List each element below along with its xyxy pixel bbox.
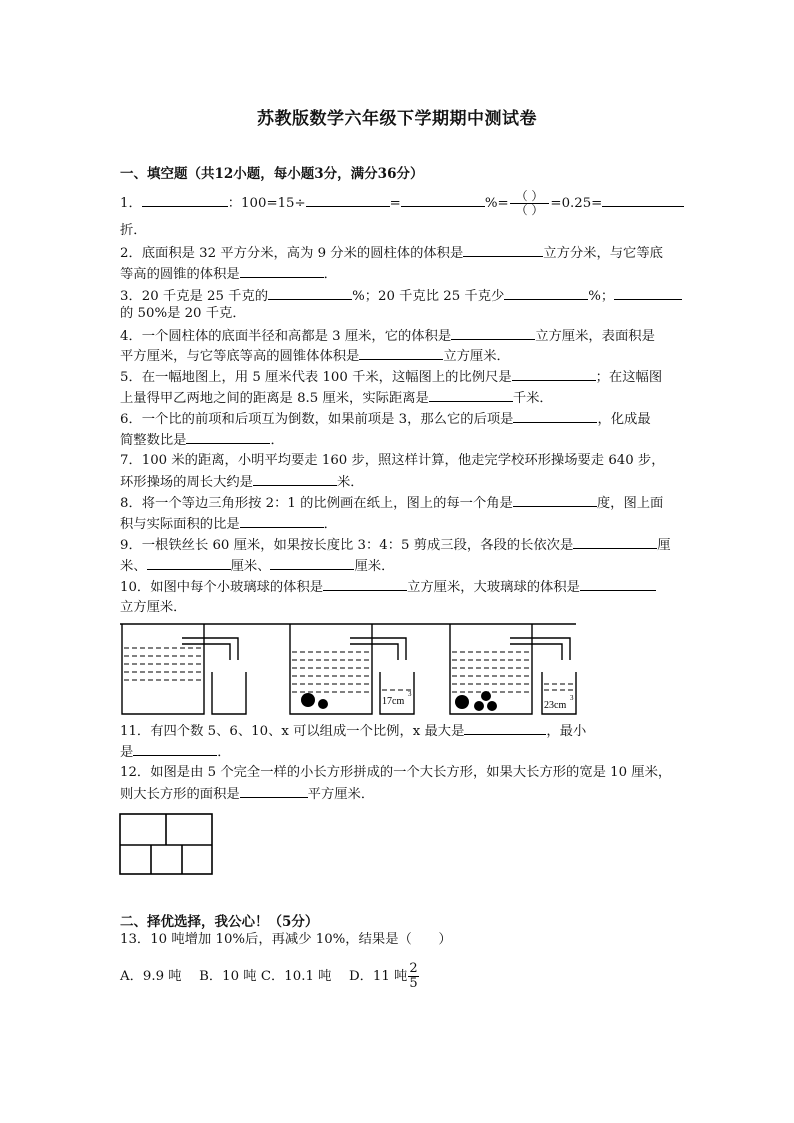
question-9: 9．一根铁丝长 60 厘米，如果按长度比 3：4：5 剪成三段，各段的长依次是 厘 [120,538,671,553]
blank[interactable] [268,287,352,300]
question-1-cont: 折． [120,223,147,238]
blank[interactable] [133,743,217,756]
question-6-cont: 简整数比是 ． [120,433,284,448]
svg-text:3: 3 [408,690,412,698]
question-4-cont: 平方厘米，与它等底等高的圆锥体体积是 立方厘米． [120,349,510,364]
question-5-cont: 上量得甲乙两地之间的距离是 8.5 厘米，实际距离是 千米． [120,391,553,406]
rectangle-figure [118,812,216,876]
question-5: 5．在一幅地图上，用 5 厘米代表 100 千米，这幅图上的比例尺是 ；在这幅图 [120,370,663,385]
blank[interactable] [147,557,231,570]
blank[interactable] [429,389,513,402]
big-ball [455,695,469,709]
question-8-cont: 积与实际面积的比是 ． [120,517,337,532]
q1-number: 1． [120,196,142,211]
question-2-cont: 等高的圆锥的体积是 ． [120,267,337,282]
big-ball [301,693,315,707]
blank[interactable] [602,194,684,207]
question-2: 2．底面积是 32 平方分米，高为 9 分米的圆柱体的体积是 立方分米，与它等底 [120,246,663,261]
blank[interactable] [240,785,308,798]
blank[interactable] [573,536,657,549]
question-13: 13．10 吨增加 10%后，再减少 10%，结果是（ ） [120,932,452,947]
page-title: 苏教版数学六年级下学期期中测试卷 [257,109,537,129]
section-1-heading: 一、填空题（共12小题，每小题3分，满分36分） [120,166,424,182]
question-10: 10．如图中每个小玻璃球的体积是 立方厘米，大玻璃球的体积是 [120,578,656,597]
question-9-cont: 米、 厘米、 厘米． [120,559,395,574]
blank[interactable] [580,578,656,591]
blank[interactable] [253,473,337,486]
beaker-figure [118,622,578,718]
blank[interactable] [401,194,485,207]
small-ball [487,701,497,711]
small-ball [481,691,491,701]
blank[interactable] [513,494,597,507]
cup-3-volume: 23cm [544,700,567,711]
question-12-cont: 则大长方形的面积是 平方厘米． [120,787,375,802]
blank[interactable] [512,368,596,381]
question-3: 3．20 千克是 25 千克的 %；20 千克比 25 千克少 %； [120,287,682,306]
fraction-two-fifths: $\frac{2}{5}$ [409,961,418,991]
blank[interactable] [504,287,588,300]
options-text[interactable]: A．9.9 吨 B．10 吨 C．10.1 吨 D．11 吨 [120,969,408,984]
question-11: 11．有四个数 5、6、10、x 可以组成一个比例，x 最大是 ，最小 [120,724,587,739]
blank[interactable] [270,557,354,570]
blank[interactable] [186,431,270,444]
svg-text:3: 3 [570,694,574,702]
question-7: 7．100 米的距离，小明平均要走 160 步，照这样计算，他走完学校环形操场要走 640 步， [120,453,665,468]
blank[interactable] [240,265,324,278]
question-10-cont: 立方厘米． [120,600,187,615]
section-2-heading: 二、择优选择，我公心！（5分） [120,914,319,930]
question-4: 4．一个圆柱体的底面半径和高都是 3 厘米，它的体积是 立方厘米，表面积是 [120,329,655,344]
question-3-cont: 的 50%是 20 千克． [120,306,246,321]
blank[interactable] [463,244,543,257]
blank[interactable] [614,287,682,300]
blank[interactable] [240,515,324,528]
small-ball [318,699,328,709]
question-7-cont: 环形操场的周长大约是 米． [120,475,364,490]
blank[interactable] [513,410,597,423]
cup-2-volume: 17cm [382,696,405,707]
question-12: 12．如图是由 5 个完全一样的小长方形拼成的一个大长方形，如果大长方形的宽是 10 厘米， [120,765,672,780]
blank[interactable] [306,194,390,207]
blank[interactable] [451,327,535,340]
blank[interactable] [464,722,546,735]
blank[interactable] [359,347,443,360]
question-13-options [120,962,420,991]
small-ball [474,701,484,711]
question-8: 8．将一个等边三角形按 2：1 的比例画在纸上，图上的每一个角是 度，图上面 [120,496,664,511]
question-6: 6．一个比的前项和后项互为倒数，如果前项是 3，那么它的后项是 ，化成最 [120,412,651,427]
blank[interactable] [142,194,228,207]
blank[interactable] [323,578,407,591]
question-1: 1． ：100=15÷ = %= $\frac{( )}{( )}$ =0.25= [120,190,684,217]
fraction-blank[interactable]: $\frac{( )}{( )}$ [510,190,550,217]
question-11-cont: 是 ． [120,745,231,760]
